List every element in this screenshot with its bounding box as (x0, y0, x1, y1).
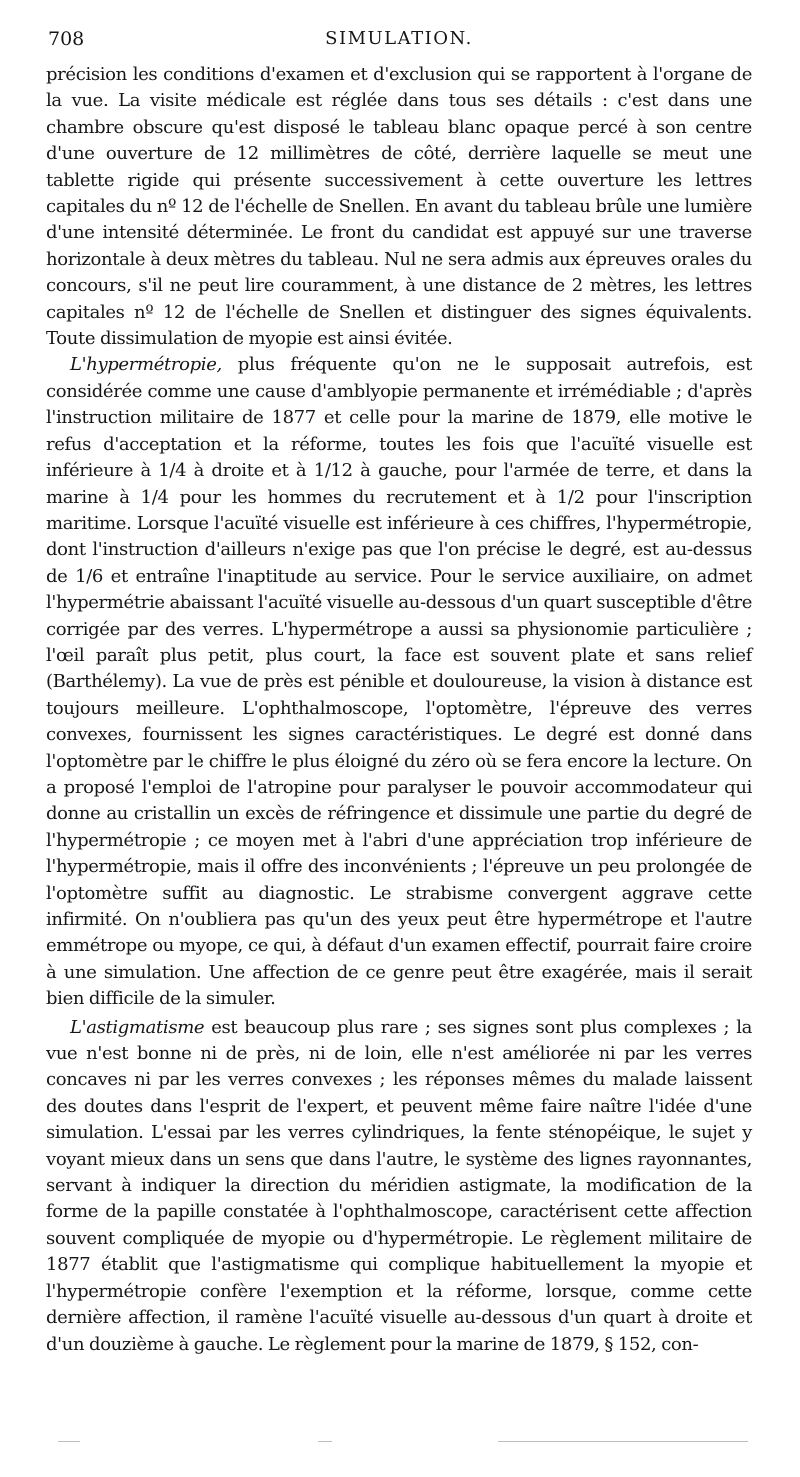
paragraph-exam-conditions: précision les conditions d'examen et d'exclusion qui se rapportent à l'organe de la vue. La visite médicale est réglée dans tous ses détails : c'est dans une chambre obscure qu'est disposé le tableau blanc opaque percé à son centre d'une ouverture de 12 millimètres de côté, derrière laquelle se meut une tablette rigide qui présente successivement à cette ouverture les lettres capitales du nº 12 de l'échelle de Snellen. En avant du tableau brûle une lumière d'une intensité déterminée. Le front du candidat est appuyé sur une traverse horizontale à deux mètres du tableau. Nul ne sera admis aux épreuves orales du concours, s'il ne peut lire couramment, à une distance de 2 mètres, les lettres capitales nº 12 de l'échelle de Snellen et distinguer des signes équivalents. Toute dissimulation de myopie est ainsi évitée. (46, 64, 752, 350)
paragraph-hypermetropia (46, 352, 752, 1012)
body-text (46, 62, 752, 1358)
running-head (46, 28, 752, 58)
paragraph-hypermetropia-text: plus fréquente qu'on ne le supposait autrefois, est considérée comme une cause d'amblyopie permanente et irrémédiable ; d'après l'instruction militaire de 1877 et celle pour la marine de 1879, elle motive le refus d'acceptation et la réforme, toutes les fois que l'acuïté visuelle est inférieure à 1/4 à droite et à 1/12 à gauche, pour l'armée de terre, et dans la marine à 1/4 pour les hommes du recrutement et à 1/2 pour l'inscription maritime. Lorsque l'acuïté visuelle est inférieure à ces chiffres, l'hypermétropie, dont l'instruction d'ailleurs n'exige pas que l'on précise le degré, est au-dessus de 1/6 et entraîne l'inaptitude au service. Pour le service auxiliaire, on admet l'hypermétrie abaissant l'acuïté visuelle au-dessous d'un quart susceptible d'être corrigée par des verres. L'hypermétrope a aussi sa physionomie particulière ; l'œil paraît plus petit, plus court, la face est souvent plate et sans relief (Barthélemy). La vue de près est pénible et douloureuse, la vision à distance est toujours meilleure. L'ophthalmoscope, l'optomètre, l'épreuve des verres convexes, fournissent les signes caractéristiques. Le degré est donné dans l'optomètre par le chiffre le plus éloigné du zéro où se fera encore la lecture. On a proposé l'emploi de l'atropine pour paralyser le pouvoir accommodateur qui donne au cristallin un excès de réfringence et dissimule une partie du degré de l'hypermétropie ; ce moyen met à l'abri d'une appréciation trop inférieure de l'hypermétropie, mais il offre des inconvénients ; l'épreuve un peu prolongée de l'optomètre suffit au diagnostic. Le strabisme convergent aggrave cette infirmité. On n'oubliera pas qu'un des yeux peut être hypermétrope et l'autre emmétrope ou myope, ce qui, à défaut d'un examen effectif, pourrait faire croire à une simulation. Une affection de ce genre peut être exagérée, mais il serait bien difficile de la simuler. (46, 354, 752, 1010)
paragraph-astigmatism (46, 1015, 752, 1358)
book-page (46, 28, 752, 1358)
page-number: 708 (48, 28, 85, 50)
paragraph-astigmatism-text: est beaucoup plus rare ; ses signes sont plus complexes ; la vue n'est bonne ni de près, ni de loin, elle n'est améliorée ni par les verres concaves ni par les verres convexes ; les réponses mêmes du malade laissent des doutes dans l'esprit de l'expert, et peuvent même faire naître l'idée d'une simulation. L'essai par les verres cylindriques, la fente sténopéique, le sujet y voyant mieux dans un sens que dans l'autre, le système des lignes rayonnantes, servant à indiquer la direction du méridien astigmate, la modification de la forme de la papille constatée à l'ophthalmoscope, caractérisent cette affection souvent compliquée de myopie ou d'hypermétropie. Le règlement militaire de 1877 établit que l'astigmatisme qui complique habituellement la myopie et l'hypermétropie confère l'exemption et la réforme, lorsque, comme cette dernière affection, il ramène l'acuïté visuelle au-dessous d'un quart à droite et d'un douzième à gauche. Le règlement pour la marine de 1879, § 152, con- (46, 1016, 752, 1355)
bottom-scan-artifact (58, 1438, 740, 1446)
term-hypermetropia: L'hypermétropie, (70, 354, 222, 376)
running-title: SIMULATION. (325, 28, 473, 49)
term-astigmatism: L'astigmatisme (70, 1016, 205, 1038)
